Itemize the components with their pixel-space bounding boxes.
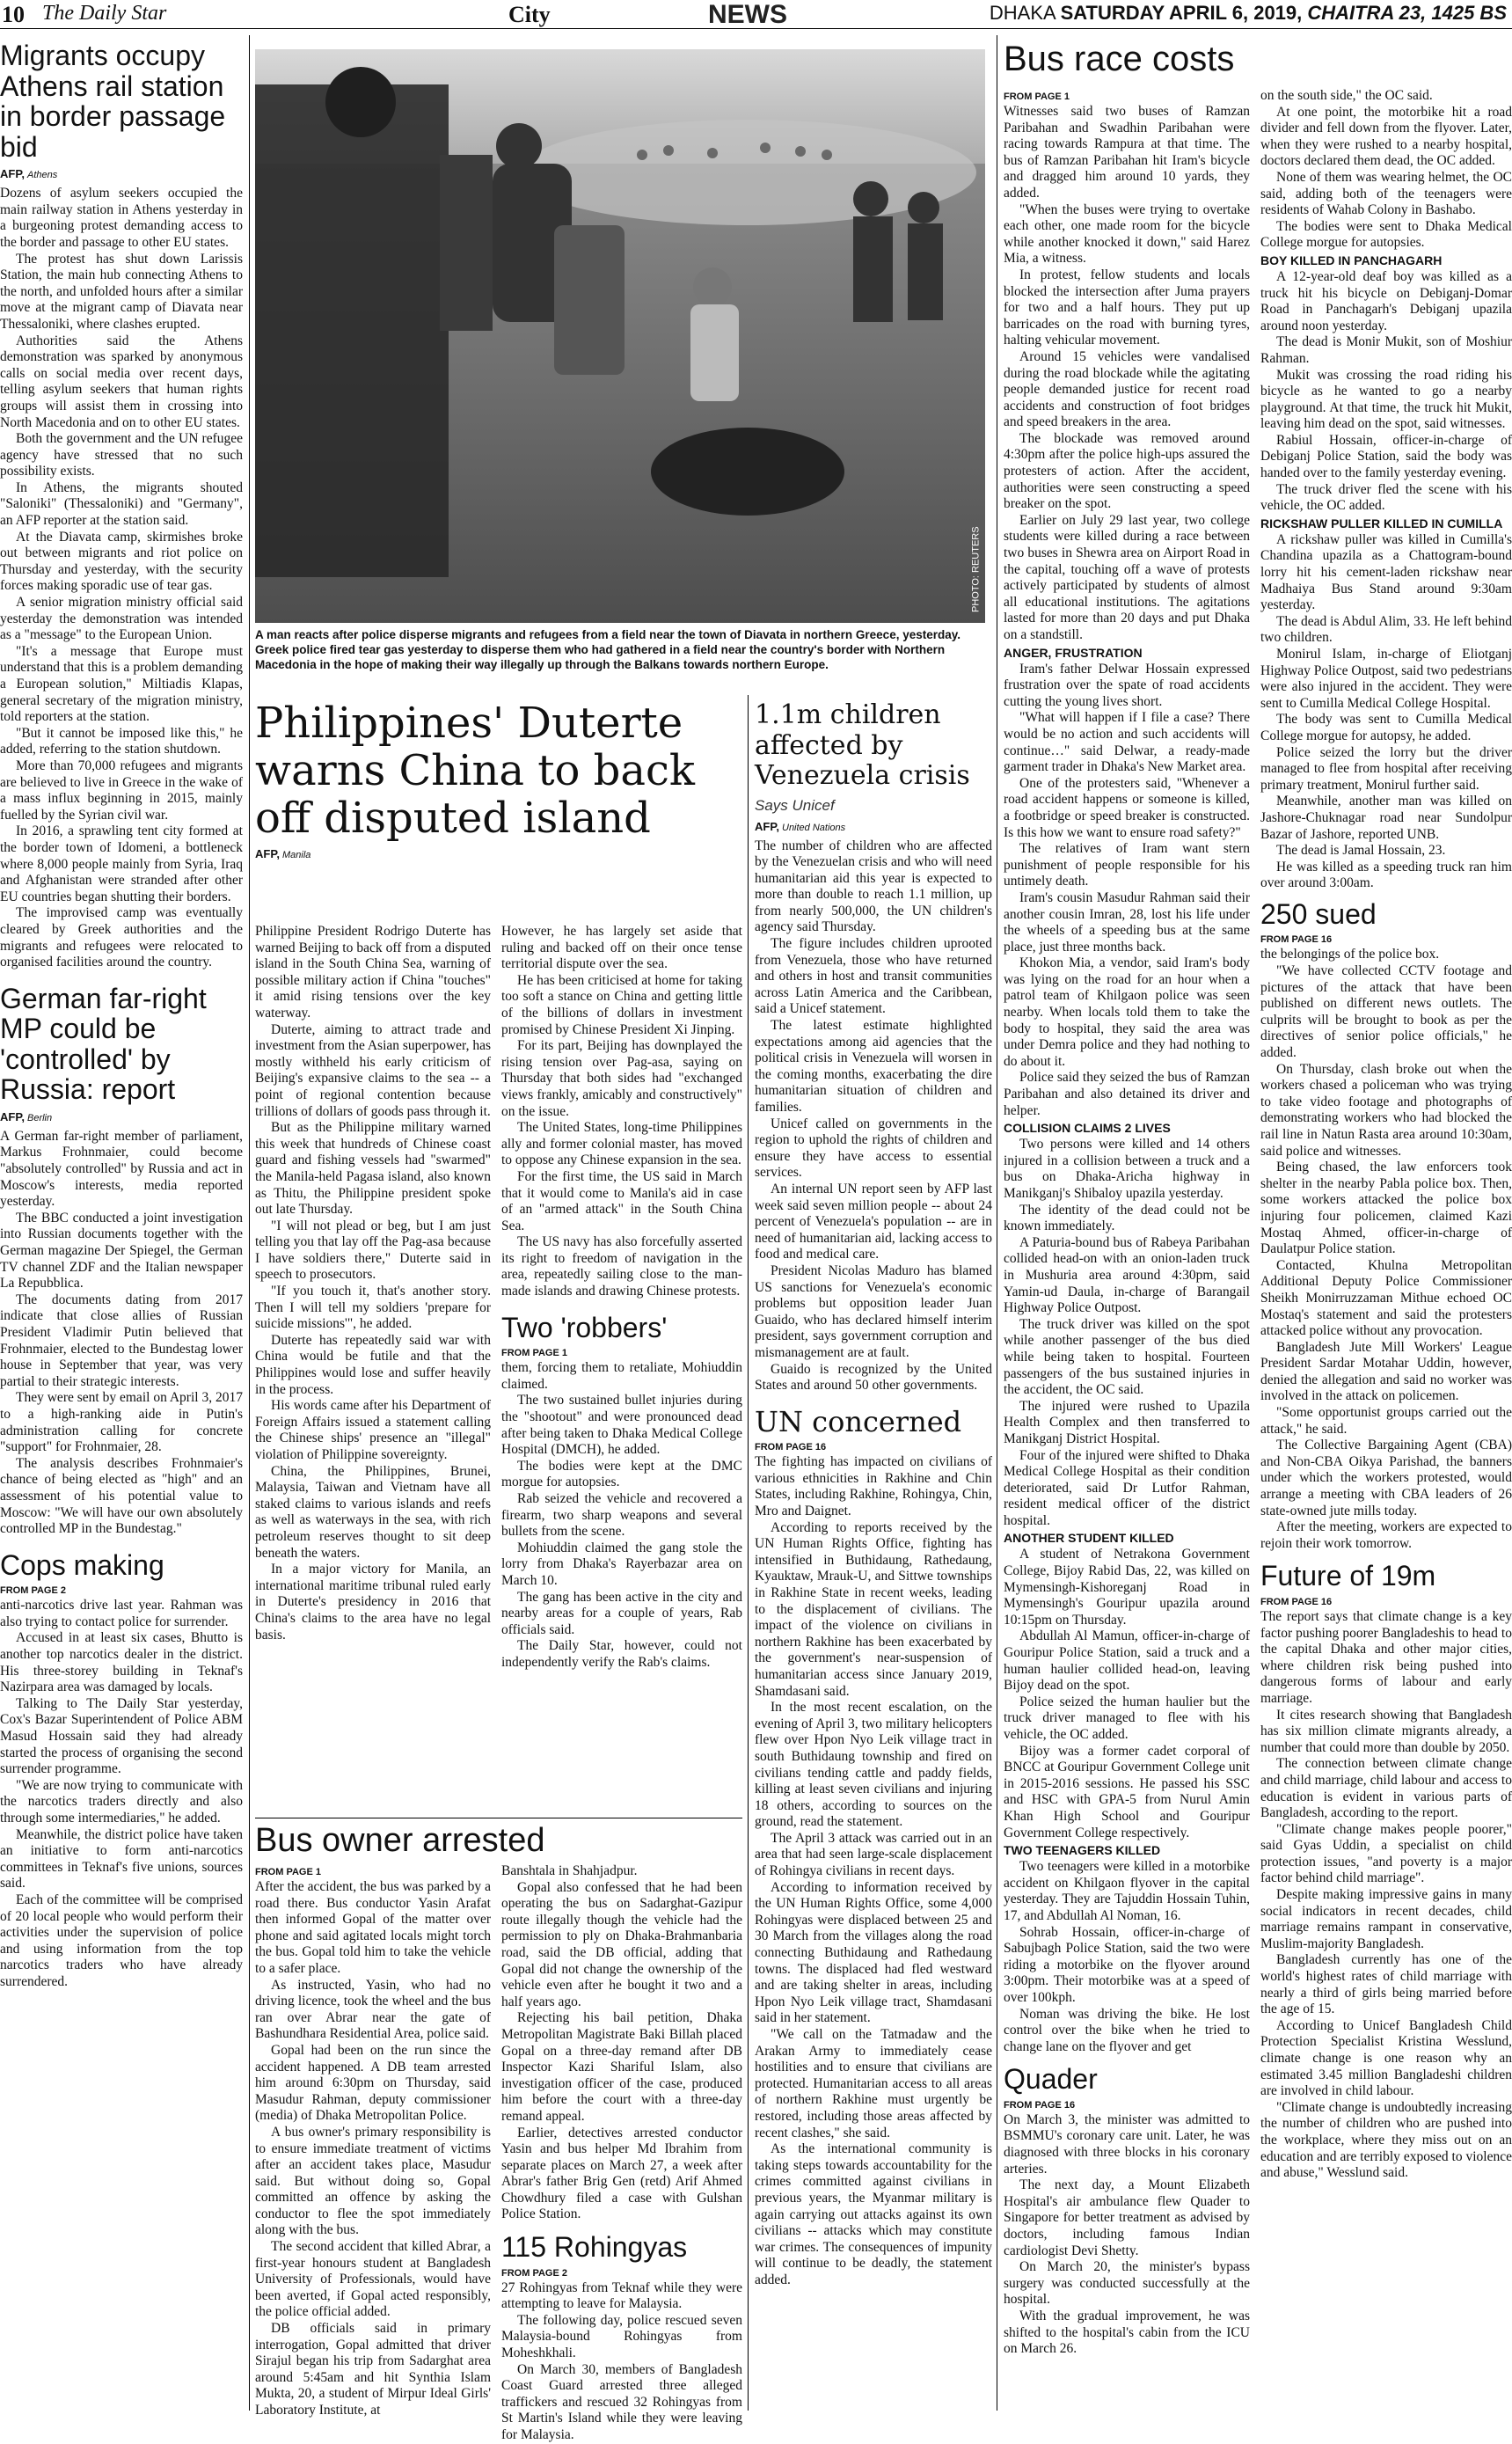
paragraph: The fighting has impacted on civilians of various ethnicities in Rakhine and Chin States, including Rakhine, Rohingya, Chin, Mro and Daignet. [755,1454,992,1519]
paragraph: His words came after his Department of Foreign Affairs issued a statement calling the Chinese ships' presence an "illegal" violation of Philippine sovereignty. [255,1398,491,1462]
paragraph: Talking to The Daily Star yesterday, Cox's Bazar Superintendent of Police ABM Masud Hossain said they had already started the process of organising the second surrender programme. [0,1695,243,1777]
headline: UN concerned [755,1404,962,1438]
paragraph: on the south side," the OC said. [1260,88,1433,103]
paragraph: The body was sent to Cumilla Medical College morgue for autopsy, he added. [1260,712,1512,743]
paragraph: Guaido is recognized by the United States and around 50 other governments. [755,1361,992,1394]
paragraph: Rab seized the vehicle and recovered a firearm, two sharp weapons and several bullets from the scene. [501,1490,742,1540]
byline-place: Athens [27,170,58,181]
dateline-date: SATURDAY APRIL 6, 2019, [1060,2,1308,24]
article-venezuela [755,700,992,1394]
sued-headline: 250 sued [1260,897,1377,930]
paragraph: More than 70,000 refugees and migrants are believed to live in Greece in the wake of a mass influx beginning in 2015, mainly fuelled by the Syrian civil war. [0,757,243,823]
subhead: BOY KILLED IN PANCHAGARH [1260,252,1443,267]
byline-place: Manila [282,850,311,861]
paragraph: With the gradual improvement, he was shifted to the hospital's cabin from the ICU on March 26. [1004,2308,1250,2357]
paragraph: "When the buses were trying to overtake each other, one made room for the bicycle while another knocked it down," said Harez Mia, a witness. [1004,201,1250,267]
byline-place: United Nations [782,822,846,833]
paragraph: Four of the injured were shifted to Dhaka Medical College Hospital as their condition deteriorated, said Dr Lutfor Rahman, resident medical officer of the district hospital. [1004,1447,1250,1528]
paragraph: As the international community is taking steps towards accountability for the crimes committed against civilians in previous years, the Myanmar military is again carrying out attacks against its own civilians -- attacks which may constitute war crimes. The consequences of impunity will continue to be deadly, the statement added. [755,2141,992,2287]
paragraph: According to Unicef Bangladesh Child Protection Specialist Kristina Wesslund, climate change is one reason why an estimated 3.45 million Bangladeshi children are involved in child labour. [1260,2017,1512,2099]
paragraph: Noman was driving the bike. He lost control over the bike when he tried to change lane on the flyover and get [1004,2006,1250,2054]
paragraph: The BBC conducted a joint investigation into Russian documents together with the German magazine Der Spiegel, the German TV channel ZDF and the Italian newspaper La Repubblica. [0,1210,243,1292]
busowner-column-a [255,1879,491,2419]
paragraph: Iram's cousin Masudur Rahman said their another cousin Imran, 28, lost his life under the wheels of a speeding bus at the same place, just three months back. [1004,889,1250,955]
article-body [0,1598,243,1990]
subheadline: Says Unicef [755,796,835,814]
paragraph: The connection between climate change and child marriage, child labour and access to education is evident in various parts of Bangladesh, according to the report. [1260,1756,1512,1821]
paragraph: Duterte has repeatedly said war with China would be futile and that the Philippines would lose and suffer heavily in the process. [255,1332,491,1397]
column-rule [249,35,250,2411]
byline-agency: AFP, [755,819,779,833]
paragraph: Authorities said the Athens demonstration was sparked by anonymous calls on social media over recent days, telling asylum seekers that human rights groups will assist them in crossing into North Macedonia and on to other EU states. [0,333,243,430]
paragraph: The two sustained bullet injuries during the "shootout" and were pronounced dead after being taken to Dhaka Medical College Hospital (DMCH), he added. [501,1393,742,1458]
duterte-column-b [501,924,742,1300]
category-label: NEWS [708,0,787,29]
paragraph: The gang has been active in the city and nearby areas for a couple of years, Rab officials said. [501,1589,742,1637]
paragraph: Two persons were killed and 14 others injured in a collision between a truck and a bus on Dhaka-Aricha highway in Manikganj's Shibaloy upazila yesterday. [1004,1137,1250,1201]
paragraph: As instructed, Yasin, who had no driving licence, took the wheel and the bus ran over Abrar near the gate of Bashundhara Residential Area, police said. [255,1977,491,2042]
byline [255,847,742,860]
paragraph: One of the protesters said, "Whenever a road accident happens or someone is killed, a footbridge or speed breaker is constructed. Is this how we want to ensure road safety?" [1004,775,1250,840]
paragraph: The figure includes children uprooted from Venezuela, those who have returned and others in host and transit communities across Latin America and the Caribbean, said a Unicef statement. [755,936,992,1017]
paragraph: anti-narcotics drive last year. Rahman was also trying to contact police for surrender. [0,1598,243,1629]
paragraph: A rickshaw puller was killed in Cumilla's Chandina upazila as a Chattogram-bound lorry hit his cement-laden rickshaw near Madhaiya Bus Stand around 9:30am yesterday. [1260,531,1512,613]
news-photo [255,49,985,623]
busrace-column-a-wrap [1004,88,1250,2411]
paragraph: "What will happen if I file a case? There would be no action and such accidents will continue…" said Delwar, a ready-made garment trader in Dhaka's New Market area. [1004,710,1250,775]
paragraph: "But it cannot be imposed like this," he added, referring to the station shutdown. [0,725,243,757]
paragraph: The protest has shut down Larissis Station, the main hub connecting Athens to the north, and unfolded hours after a similar move at the migrant camp of Diavata near Thessaloniki, where clashes erupted. [0,251,243,332]
paragraph: The following day, police rescued seven Malaysia-bound Rohingyas from Moheshkhali. [501,2312,742,2360]
paragraph: The identity of the dead could not be known immediately. [1004,1202,1250,1234]
photo-caption: A man reacts after police disperse migrants and refugees from a field near the town of Diavata in northern Greece, yesterday. Greek police fired tear gas yesterday to disperse them who had gathered in a field near the country's border with Northern Macedonia in the hope of making their way illegally up through the Balkans towards northern Europe. [255,628,961,671]
paragraph: "We call on the Tatmadaw and the Arakan Army to immediately cease hostilities and to ensure that civilians are protected. Humanitarian access to all areas of northern Rakhine must urgently be restored, including those areas affected by recent clashes," she said. [755,2027,992,2140]
paragraph: them, forcing them to retaliate, Mohiuddin claimed. [501,1360,742,1392]
future-body [1260,1609,1512,2182]
headline: Philippines' Duterte warns China to back off disputed island [255,699,695,843]
paragraph: The dead is Jamal Hossain, 23. [1276,843,1446,859]
dateline-bangla-date: CHAITRA 23, 1425 BS [1307,2,1507,24]
paragraph: He has been criticised at home for taking too soft a stance on China and getting little of the billions of dollars in investment promised by Chinese President Xi Jinping. [501,972,742,1037]
byline-agency: AFP, [0,1109,25,1123]
paragraph: A bus owner's primary responsibility is to ensure immediate treatment of victims after an accident takes place, Masudur said. But without doing so, Gopal committed an offence by asking the conductor to flee the spot immediately along with the bus. [255,2124,491,2238]
article-germany [0,984,243,1538]
paragraph: Bangladesh currently has one of the world's highest rates of child marriage with nearly a third of girls being married before the age of 15. [1260,1952,1512,2017]
dateline-city: DHAKA [989,2,1061,24]
paragraph: The number of children who are affected by the Venezuelan crisis and who will need humanitarian aid this year is expected to more than double to reach 1.1 million, up from nearly 500,000, the UN children's agency said Thursday. [755,838,992,935]
paragraph: The bodies were kept at the DMC morgue for autopsies. [501,1458,742,1490]
article-busrace [1004,40,1512,93]
paragraph: the belongings of the police box. [1260,947,1440,962]
subhead: COLLISION CLAIMS 2 LIVES [1004,1121,1171,1136]
paragraph: Rabiul Hossain, officer-in-charge of Debiganj Police Station, said the body was handed over to the family yesterday evening. [1260,432,1512,481]
busowner-column-b-wrap [501,1863,742,2442]
paragraph: "We are now trying to communicate with the narcotics traders directly and also through some intermediaries," he added. [0,1777,243,1826]
paragraph: Bijoy was a former cadet corporal of BNCC at Gouripur Government College unit in 2015-2016 sessions. He passed his SSC and HSC with GPA-5 from Nurul Amin Khan High School and Gouripur Government College respectively. [1004,1743,1250,1840]
paragraph: Police seized the lorry but the driver managed to flee from hospital after receiving primary treatment, Monirul further said. [1260,744,1512,793]
paragraph: Banshtala in Shahjadpur. [501,1863,638,1878]
subhead: TWO TEENAGERS KILLED [1004,1843,1161,1858]
paragraph: Unicef called on governments in the region to uphold the rights of children and ensure they have access to essential services. [755,1116,992,1181]
paragraph: Rejecting his bail petition, Dhaka Metropolitan Magistrate Baki Billah placed Gopal on a three-day remand after DB Inspector Kazi Shariful Islam, also investigation officer of the case, produced him before the court with a three-day remand appeal. [501,2010,742,2124]
paragraph: Each of the committee will be comprised of 20 local people who would perform their activities under the supervision of police and using information from the top narcotics traders who have already surrendered. [0,1892,243,1989]
paragraph: Two teenagers were killed in a motorbike accident on Khilgaon flyover in the capital yesterday. They are Tajuddin Hossain Tuhin, 17, and Abdullah Al Noman, 16. [1004,1859,1250,1923]
paragraph: For its part, Beijing has downplayed the rising tension over Pag-asa, saying on Thursday that both sides had "exchanged views frankly, amicably and constructively" on the issue. [501,1038,742,1119]
article-body [755,1454,992,2288]
robbers-headline: Two 'robbers' [501,1311,668,1343]
article-cops [0,1550,243,1991]
paragraph: The truck driver was killed on the spot while another passenger of the bus died while being taken to hospital. Fourteen passengers of the bus sustained injuries in the accident, the OC said. [1004,1316,1250,1398]
paragraph: The report says that climate change is a key factor pushing poorer Bangladeshis to head to the capital Dhaka and other major cities, where children risk being pushed into dangerous forms of labour and early marriage. [1260,1608,1512,1706]
dateline [990,2,1507,25]
paragraph: The April 3 attack was carried out in an area that had seen large-scale displacement of Rohingya civilians in recent days. [755,1830,992,1879]
column-rule [748,695,749,2411]
busrace-column-a [1004,104,1250,2055]
paragraph: On March 30, members of Bangladesh Coast Guard arrested three alleged traffickers and rescued 32 Rohingyas from St Martin's Island while they were leaving for Malaysia. [501,2361,742,2442]
paragraph: Meanwhile, another man was killed on Jashore-Chuknagar road near Sundolpur Bazar of Jashore, reported UNB. [1260,794,1512,842]
paragraph: Contacted, Khulna Metropolitan Additional Deputy Police Commissioner Sheikh Monirruzzaman Mithue echoed OC Mostaq's statement and said the protesters attacked police without any provocation. [1260,1257,1512,1339]
paragraph: But as the Philippine military warned this week that hundreds of Chinese coast guard and fishing vessels had "swarmed" the Manila-held Pagasa island, also known as Thitu, the Philippine president spoke out late Thursday. [255,1120,491,1218]
paragraph: A Paturia-bound bus of Rabeya Paribahan collided head-on with an onion-laden truck in Mushuria area around 4:30pm, said Yamin-ud Daula, in-charge of Barangail Highway Police Outpost. [1004,1234,1250,1316]
paragraph: On March 3, the minister was admitted to BSMMU's coronary care unit. Later, he was diagnosed with three blocks in his coronary arteries. [1004,2111,1250,2177]
paragraph: The improvised camp was eventually cleared by Greek authorities and the migrants and refugees were relocated to organised facilities around the country. [0,905,243,970]
paragraph: At the Diavata camp, skirmishes broke out between migrants and riot police on Thursday and yesterday, with the security forces making sporadic use of tear gas. [0,529,243,594]
folio-bar [0,0,1512,29]
jump-from: FROM PAGE 1 [501,1348,567,1359]
paragraph: Iram's father Delwar Hossain expressed frustration over the spate of road accidents cutting the young lives short. [1004,661,1250,709]
paragraph: "Climate change is undoubtedly increasing the number of children who are pushed into the workplace, where they miss out on an education and are terribly exposed to violence and abuse," Wesslund said. [1260,2099,1512,2181]
headline: Migrants occupy Athens rail station in border passage bid [0,40,226,163]
busrace-column-b-wrap [1260,88,1512,2411]
paragraph: President Nicolas Maduro has blamed US sanctions for Venezuela's economic problems but opposition leader Juan Guaido, who has declared himself interim president, says government corruption and mismanagement are at fault. [755,1262,992,1360]
paragraph: A German far-right member of parliament, Markus Frohnmaier, could become "absolutely controlled" by Russia and act in Moscow's interests, media reported yesterday. [0,1128,243,1210]
paragraph: "Climate change makes people poorer," said Gyas Uddin, a specialist on child protection issues, "and poverty is a major factor behind child marriage". [1260,1821,1512,1886]
jump-from: FROM PAGE 16 [1004,2099,1076,2111]
busowner-column-b [501,1863,742,2223]
paragraph: Abdullah Al Mamun, officer-in-charge of Gouripur Police Station, said a truck and a human haulier collided head-on, leaving Bijoy dead on the spot. [1004,1628,1250,1694]
paragraph: The truck driver fled the scene with his vehicle, the OC added. [1260,481,1512,514]
byline-agency: AFP, [0,167,25,181]
migrants-photo-image [255,49,985,623]
paragraph: In Athens, the migrants shouted "Saloniki" (Thessaloniki) and "Germany", an AFP reporter at the station said. [0,479,243,529]
sued-body [1260,947,1512,1552]
jump-from: FROM PAGE 16 [755,1442,827,1453]
paragraph: Duterte, aiming to attract trade and investment from the Asian superpower, has mostly withheld his early criticism of Beijing's expansive claims to the sea -- a point of regional contention because trillions of dollars of goods pass through it. [255,1021,491,1119]
headline: Cops making [0,1548,164,1581]
paragraph: Around 15 vehicles were vandalised during the road blockade while the agitating people demanded justice for recent road accidents and construction of foot bridges and speed breakers in the area. [1004,348,1250,430]
paragraph: At one point, the motorbike hit a road divider and fell down from the flyover. Later, when they were rushed to a nearby hospital, doctors declared them dead, the OC added. [1260,104,1512,169]
paragraph: In protest, fellow students and locals blocked the intersection after Juma prayers for two and a half hours. They put up barricades on the road with burning tyres, halting vehicular movement. [1004,267,1250,348]
paragraph: The Collective Bargaining Agent (CBA) and Non-CBA Oikya Parishad, the banners under which the workers protested, would arrange a meeting with CBA leaders of 26 state-owned jute mills today. [1260,1438,1512,1518]
article-body [0,186,243,971]
article-body [755,838,992,1394]
paragraph: They were sent by email on April 3, 2017 to a high-ranking aide in Putin's administration calling for concrete "support" for Frohnmaier, 28. [0,1390,243,1455]
quader-headline: Quader [1004,2063,1098,2096]
paragraph: "It's a message that Europe must understand that this is a problem demanding a European solution," Miltiadis Klapas, general secretary of the migration ministry, told reporters at the station. [0,643,243,725]
paragraph: He was killed as a speeding truck ran him over around 3:00am. [1260,859,1512,891]
byline-place: Berlin [27,1112,53,1123]
paragraph: Earlier, detectives arrested conductor Yasin and bus helper Md Ibrahim from separate places on March 27, a week after Abrar's father Brig Gen (retd) Arif Ahmed Chowdhury filed a case with Gulshan Police Station. [501,2125,742,2222]
robbers-body [501,1360,742,1671]
paragraph: The analysis describes Frohnmaier's chance of being elected as "high" and an assessment of his potential value to Moscow: "We will have our own absolutely controlled MP in the Bundestag." [0,1455,243,1537]
paragraph: Philippine President Rodrigo Duterte has warned Beijing to back off from a disputed island in the South China Sea, warning of possible military action if China "touches" it amid rising tensions over the key waterway. [255,924,491,1021]
paragraph: Both the government and the UN refugee agency have stressed that no such possibility exists. [0,431,243,479]
paragraph: Mohiuddin claimed the gang stole the lorry from Dhaka's Rayerbazar area on March 10. [501,1540,742,1588]
paragraph: In 2016, a sprawling tent city formed at the border town of Idomeni, a bottleneck where 8,000 people mainly from Syria, Iraq and Afghanistan were stranded after other EU countries began shutting their borders. [0,823,243,904]
jump-from: FROM PAGE 1 [1004,91,1070,102]
paragraph: Being chased, the law enforcers took shelter in the nearby Pabla police box. Then, some workers attacked the police box injuring four policemen, claimed Kazi Mostaq Ahmed, officer-in-charge of Daulatpur Police station. [1260,1160,1512,1257]
paragraph: "I will not plead or beg, but I am just telling you that lay off the Pag-asa because I have soldiers there," Duterte said in speech to prosecutors. [255,1218,491,1283]
paragraph: "If you touch it, that's another story. Then I will tell my soldiers 'prepare for suicide missions'", he added. [255,1284,491,1332]
paragraph: In the most recent escalation, on the evening of April 3, two military helicopters flew over Hpon Nyo Leik village tract in south Buthidaung township and fired on civilians tending cattle and paddy fields, killing at least seven civilians and injuring 18 others, according to sources on the ground, read the statement. [755,1700,992,1830]
paragraph: For the first time, the US said in March that it would come to Manila's aid in case of an "armed attack" in the South China Sea. [501,1168,742,1233]
column-left [0,40,243,2416]
paragraph: Khokon Mia, a vendor, said Iram's body was lying on the road for an hour when a patrol team of Khilgaon police was seen nearby. When locals told them to take the body to hospital, they said the area was under Demra police and they had nothing to do about it. [1004,955,1250,1069]
paragraph: Despite making impressive gains in many social indicators in recent decades, child marriage remains rampant in conservative, Muslim-majority Bangladesh. [1260,1887,1512,1951]
paragraph: Gopal had been on the run since the accident happened. A DB team arrested him around 6:30pm on Thursday, said Masudur Rahman, deputy commissioner (media) of Dhaka Metropolitan Police. [255,2042,491,2124]
headline: Bus race costs [1004,40,1235,78]
paragraph: The relatives of Iram want stern punishment of people responsible for his untimely death. [1004,841,1250,889]
rohingyas-body [501,2280,742,2444]
paragraph: On March 20, the minister's bypass surgery was conducted successfully at the hospital. [1004,2259,1250,2308]
paragraph: Gopal also confessed that he had been operating the bus on Sadarghat-Gazipur route illegally though the vehicle had the permission to ply on Dhaka-Brahmanbaria road, said the DB official, adding that Gopal did not change the ownership of the vehicle even after he bought it two and a half years ago. [501,1879,742,2009]
paragraph: 27 Rohingyas from Teknaf while they were attempting to leave for Malaysia. [501,2279,742,2312]
paragraph: A 12-year-old deaf boy was killed as a truck hit his bicycle on Debiganj-Domar Road in Panchagarh's Debiganj upazila around noon yesterday. [1260,268,1512,333]
byline [755,820,992,833]
paragraph: "Some opportunist groups carried out the attack," he said. [1260,1405,1512,1437]
headline: Bus owner arrested [255,1822,545,1859]
byline-agency: AFP, [255,847,280,861]
jump-from: FROM PAGE 16 [1260,1596,1333,1607]
jump-from: FROM PAGE 2 [0,1585,66,1597]
paragraph: The dead is Monir Mukit, son of Moshiur Rahman. [1260,334,1512,366]
paragraph: On Thursday, clash broke out when the workers chased a policeman who was trying to take video footage and photographs of demonstrating workers who had blocked the rail line in Natun Rasta area around 10:30am, said police and witnesses. [1260,1061,1512,1159]
paragraph: Bangladesh Jute Mill Workers' League President Sardar Motahar Uddin, however, denied the allegation and said no worker was involved in the attack on policemen. [1260,1339,1512,1404]
jump-from: FROM PAGE 16 [1260,934,1333,946]
byline [0,167,243,180]
section-name: City [508,2,551,27]
paragraph: Sohrab Hossain, officer-in-charge of Sabujbagh Police Station, said the two were riding a motorbike on the flyover around 3:00pm. Their motorbike was at a speed of over 100kph. [1004,1924,1250,2005]
paragraph: None of them was wearing helmet, the OC said, adding both of the teenagers were residents of Wahab Colony in Bashabo. [1260,169,1512,218]
paragraph: Earlier on July 29 last year, two college students were killed during a race between two buses in Shewra area on Airport Road in the capital, touching off a wave of protests actively participated by students of almost all educational institutions. The agitations lasted for more than 20 days and put Dhaka on a standstill. [1004,512,1250,642]
paragraph: The US navy has also forcefully asserted its right to freedom of navigation in the area, repeatedly sailing close to the man-made islands and drawing Chinese protests. [501,1234,742,1299]
subhead: RICKSHAW PULLER KILLED IN CUMILLA [1260,516,1503,531]
paragraph: Witnesses said two buses of Ramzan Paribahan and Swadhin Paribahan were racing towards Rampura at that time. The bus of Ramzan Paribahan hit Iram's bicycle and dragged him around 10 yards, they added. [1004,104,1250,201]
jump-from: FROM PAGE 1 [255,1867,321,1877]
paragraph: It cites research showing that Bangladesh has six million climate migrants already, a number that could more than double by 2050. [1260,1707,1512,1755]
paragraph: Monirul Islam, in-charge of Eliotganj Highway Police Outpost, said two pedestrians were also injured in the accident. They were sent to Cumilla Medical College Hospital. [1260,647,1512,711]
paragraph: The documents dating from 2017 indicate that close allies of Russian President Vladimir Putin believed that Frohnmaier, elected to the Bundestag lower house in September that year, was very partial to their strategic interests. [0,1292,243,1389]
headline: German far-right MP could be 'controlled' by Russia: report [0,982,207,1106]
duterte-column-b-wrap [501,924,742,1812]
paragraph: China, the Philippines, Brunei, Malaysia, Taiwan and Vietnam have all staked claims to various islands and reefs as well as waterways in the sea, with rich petroleum reserves thought to sit deep beneath the waters. [255,1463,491,1561]
paragraph: According to reports received by the UN Human Rights Office, fighting has intensified in Buthidaung, Rathedaung, Kyauktaw, Mrauk-U, and Sittwe townships in Rakhine State in recent weeks, leading to the displacement of civilians. The impact of the violence on civilians in northern Rakhine has been exacerbated by the government's near-suspension of humanitarian access since January 2019, Shamdasani said. [755,1519,992,1699]
paragraph: In a major victory for Manila, an international maritime tribunal ruled early in Duterte's presidency in 2016 that China's claims to the area have no legal basis. [255,1562,491,1643]
paragraph: Dozens of asylum seekers occupied the main railway station in Athens yesterday in a burgeoning protest demanding access to the border and passage to other EU states. [0,186,243,250]
paragraph: The Daily Star, however, could not independently verify the Rab's claims. [501,1638,742,1670]
paragraph: The injured were rushed to Upazila Health Complex and then transferred to Manikganj District Hospital. [1004,1398,1250,1446]
paragraph: The bodies were sent to Dhaka Medical College morgue for autopsies. [1260,218,1512,251]
future-headline: Future of 19m [1260,1560,1436,1592]
rohingyas-headline: 115 Rohingyas [501,2231,688,2264]
paragraph: Police seized the human haulier but the truck driver managed to flee with his vehicle, the OC added. [1004,1694,1250,1742]
column-center-right [755,700,992,2416]
paragraph: Mukit was crossing the road riding his bicycle as he wanted to go a nearby playground. At that time, the truck hit Mukit, leaving him dead on the spot, said witnesses. [1260,367,1512,432]
paragraph: After the meeting, workers are expected to rejoin their work tomorrow. [1260,1519,1512,1551]
paragraph: Accused in at least six cases, Bhutto is another top narcotics dealer in the district. His three-storey building in Teknaf's Nazirpara area was damaged by locals. [0,1630,243,1695]
article-un [755,1404,992,2289]
paragraph: A senior migration ministry official said yesterday the demonstration was intended as a "message" to the European Union. [0,595,243,643]
paragraph: According to information received by the UN Human Rights Office, some 4,000 Rohingyas were displaced between 25 and 30 March from the villages along the road connecting Buthidaung and Rathedaung towns. The displaced had fled westward and are taking shelter in areas, including Hpon Nyo Leik village tract, Shamdasani said in her statement. [755,1879,992,2026]
subhead: ANOTHER STUDENT KILLED [1004,1531,1174,1546]
jump-from: FROM PAGE 2 [501,2267,567,2279]
paragraph: DB officials said in primary interrogation, Gopal admitted that driver Sirajul began his trip from Sadarghat area around 5:45am and hit Synthia Islam Mukta, 20, a student of Mirpur Ideal Girls' Laboratory Institute, at [255,2321,491,2418]
paragraph: The dead is Abdul Alim, 33. He left behind two children. [1260,613,1512,646]
busowner-column-a-wrap [255,1863,491,2418]
paragraph: The next day, a Mount Elizabeth Hospital's air ambulance flew Quader to Singapore for better treatment as advised by doctors, including famous Indian cardiologist Devi Shetty. [1004,2177,1250,2258]
article-body [0,1129,243,1538]
subhead: ANGER, FRUSTRATION [1004,645,1143,660]
paragraph: The blockade was removed around 4:30pm after the police high-ups assured the protesters of action. After the accident, authorities were seen constructing a speed breaker on the spot. [1004,430,1250,512]
paragraph: Meanwhile, the district police have taken an initiative to form anti-narcotics committees in Teknaf's five unions, sources said. [0,1826,243,1892]
page-number: 10 [2,2,25,27]
duterte-column-a [255,924,491,1812]
paragraph: "We have collected CCTV footage and pictures of the attack that have been published on different news outlets. The culprits will be brought to book as per the directives of senior police officials," he added. [1260,963,1512,1061]
busrace-column-b [1260,88,1512,892]
paragraph: The second accident that killed Abrar, a first-year honours student at Bangladesh University of Professionals, would have been averted, if Gopal acted responsibly, the police official added. [255,2239,491,2320]
paragraph: After the accident, the bus was parked by a road there. Bus conductor Yasin Arafat then informed Gopal of the matter over phone and said agitated locals might torch the bus. Gopal told him to take the vehicle to a safer place. [255,1879,491,1976]
headline: 1.1m children affected by Venezuela crisis [755,699,970,791]
paragraph: The United States, long-time Philippines ally and former colonial master, has moved to oppose any Chinese expansion in the sea. [501,1120,742,1168]
quader-body [1004,2112,1250,2358]
paragraph: A student of Netrakona Government College, Bijoy Rabid Das, 22, was killed on Mymensingh-Kishoreganj Road in Mymensingh's Gouripur upazila around 10:15pm on Thursday. [1004,1547,1250,1628]
paragraph: An internal UN report seen by AFP last week said seven million people -- about 24 percent of Venezuela's population -- are in need of humanitarian aid, lacking access to food and medical care. [755,1181,992,1262]
paragraph: However, he has largely set aside that ruling and backed off on their once tense territorial dispute over the sea. [501,924,742,972]
byline [0,1110,243,1123]
paragraph: The latest estimate highlighted expectations among aid agencies that the political crisis in Venezuela will worsen in the coming months, exacerbating the dire humanitarian situation of children and families. [755,1018,992,1115]
paper-name: The Daily Star [42,2,167,25]
photo-credit: PHOTO: REUTERS [971,526,982,612]
paragraph: Police said they seized the bus of Ramzan Paribahan and also detained its driver and helper. [1004,1070,1250,1118]
article-athens [0,40,243,971]
